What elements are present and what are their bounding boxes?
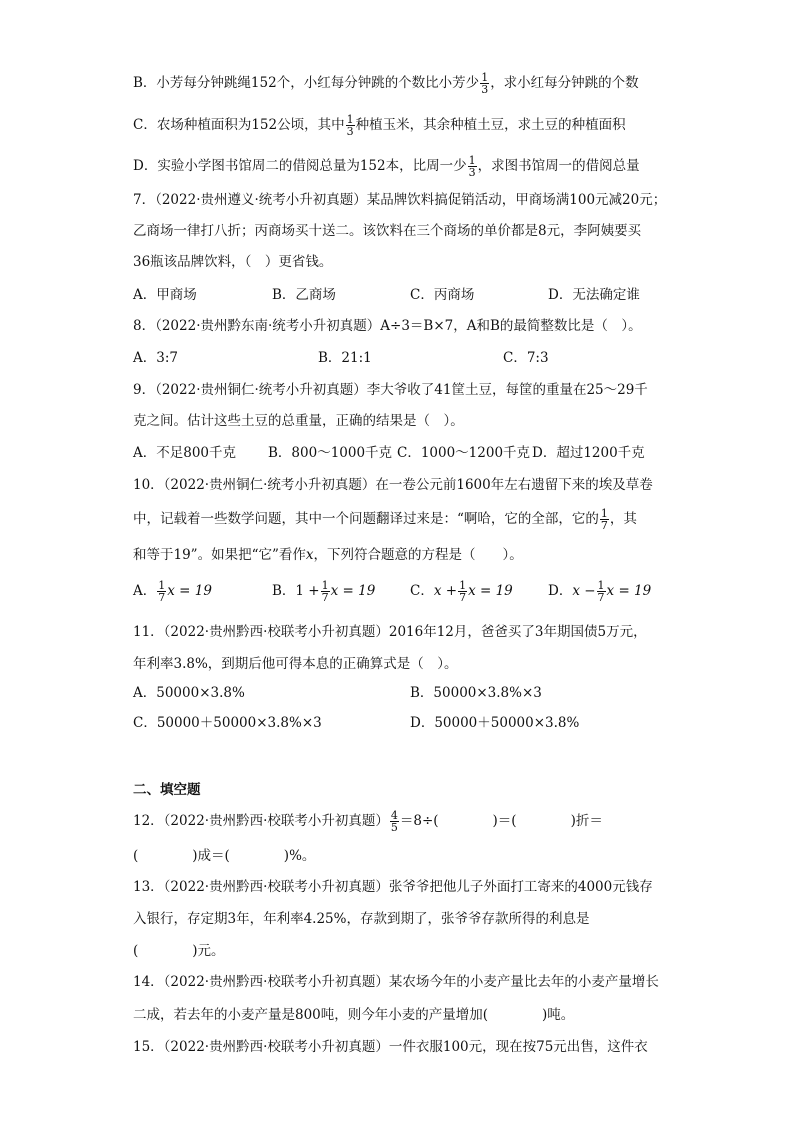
q8-option-c[interactable]: C．7:3 bbox=[503, 350, 549, 366]
fraction: $\frac{1}{3}$ bbox=[346, 113, 354, 138]
q11-option-d[interactable]: D．50000＋50000×3.8% bbox=[410, 715, 580, 731]
q7-option-c[interactable]: C．丙商场 bbox=[410, 287, 475, 303]
q7-option-b[interactable]: B．乙商场 bbox=[272, 287, 336, 303]
q11-line-2: 年利率3.8%，到期后他可得本息的正确算式是（ ）。 bbox=[133, 656, 458, 672]
q8-option-b[interactable]: B．21:1 bbox=[318, 350, 372, 366]
q10-line-2: 中，记载着一些数学问题，其中一个问题翻译过来是：“啊哈，它的全部，它的 $\frac{1}{7}$ ，其 bbox=[133, 507, 637, 532]
fraction: $\frac{1}{7}$ bbox=[597, 579, 605, 604]
q12-line-1: 12．（2022·贵州黔西·校联考小升初真题） $\frac{4}{5}$ ＝8÷( )＝( )折＝ bbox=[133, 809, 603, 834]
fraction: $\frac{1}{3}$ bbox=[468, 154, 476, 179]
q7-option-a[interactable]: A．甲商场 bbox=[133, 287, 197, 303]
q6-option-b[interactable]: B．小芳每分钟跳绳152个，小红每分钟跳的个数比小芳少 $\frac{1}{3}$ ，求小红每分钟跳的个数 bbox=[133, 71, 639, 96]
q10-option-d[interactable]: D．x − $\frac{1}{7}$ x = 19 bbox=[548, 579, 652, 604]
q9-option-d[interactable]: D．超过1200千克 bbox=[532, 445, 645, 461]
q12-line-2: ( )成＝( )%。 bbox=[133, 848, 316, 864]
fraction: $\frac{4}{5}$ bbox=[390, 809, 398, 834]
fraction: $\frac{1}{7}$ bbox=[158, 579, 166, 604]
q11-line-1: 11．（2022·贵州黔西·校联考小升初真题）2016年12月，爸爸买了3年期国债5万元， bbox=[133, 624, 647, 640]
q8-line-1: 8．（2022·贵州黔东南·统考小升初真题）A÷3＝B×7，A和B的最简整数比是（ ）。 bbox=[133, 318, 642, 334]
q13-line-3: ( )元。 bbox=[133, 943, 225, 959]
q15-line-1: 15．（2022·贵州黔西·校联考小升初真题）一件衣服100元，现在按75元出售，这件衣 bbox=[133, 1039, 648, 1055]
q9-option-c[interactable]: C．1000～1200千克 bbox=[397, 445, 531, 461]
q7-line-3: 36瓶该品牌饮料，（ ）更省钱。 bbox=[133, 254, 333, 270]
q13-line-1: 13．（2022·贵州黔西·校联考小升初真题）张爷爷把他儿子外面打工寄来的4000元钱存 bbox=[133, 879, 653, 895]
fraction: $\frac{1}{7}$ bbox=[321, 579, 329, 604]
q10-option-b[interactable]: B．1 + $\frac{1}{7}$ x = 19 bbox=[272, 579, 376, 604]
q6-option-d[interactable]: D．实验小学图书馆周二的借阅总量为152本，比周一少 $\frac{1}{3}$ ，求图书馆周一的借阅总量 bbox=[133, 154, 640, 179]
q11-option-c[interactable]: C．50000＋50000×3.8%×3 bbox=[133, 715, 322, 731]
q7-line-2: 乙商场一律打八折；丙商场买十送二。该饮料在三个商场的单价都是8元，李阿姨要买 bbox=[133, 223, 642, 239]
q13-line-2: 入银行，存定期3年，年利率4.25%，存款到期了，张爷爷存款所得的利息是 bbox=[133, 911, 590, 927]
q14-line-1: 14．（2022·贵州黔西·校联考小升初真题）某农场今年的小麦产量比去年的小麦产量增长 bbox=[133, 974, 659, 990]
q11-option-a[interactable]: A．50000×3.8% bbox=[133, 685, 245, 701]
q11-option-b[interactable]: B．50000×3.8%×3 bbox=[410, 685, 542, 701]
q10-option-a[interactable]: A． $\frac{1}{7}$ x = 19 bbox=[133, 579, 212, 604]
q10-line-1: 10．（2022·贵州铜仁·统考小升初真题）在一卷公元前1600年左右遗留下来的埃及草卷 bbox=[133, 477, 653, 493]
fraction: $\frac{1}{3}$ bbox=[481, 71, 489, 96]
q6-option-c[interactable]: C．农场种植面积为152公顷，其中 $\frac{1}{3}$ 种植玉米，其余种植土豆，求土豆的种植面积 bbox=[133, 113, 626, 138]
q7-option-d[interactable]: D．无法确定谁 bbox=[548, 287, 640, 303]
q8-option-a[interactable]: A．3:7 bbox=[133, 350, 178, 366]
q10-line-3: 和等于19”。如果把“它”看作x，下列符合题意的方程是（ ）。 bbox=[133, 547, 523, 563]
fraction: $\frac{1}{7}$ bbox=[459, 579, 467, 604]
q9-option-b[interactable]: B．800～1000千克 bbox=[268, 445, 393, 461]
q9-option-a[interactable]: A．不足800千克 bbox=[133, 445, 237, 461]
q7-line-1: 7．（2022·贵州遵义·统考小升初真题）某品牌饮料搞促销活动，甲商场满100元减20元； bbox=[133, 192, 667, 208]
fraction: $\frac{1}{7}$ bbox=[600, 507, 608, 532]
q14-line-2: 二成，若去年的小麦产量是800吨，则今年小麦的产量增加( )吨。 bbox=[133, 1007, 575, 1023]
q9-line-2: 克之间。估计这些土豆的总重量，正确的结果是（ ）。 bbox=[133, 413, 464, 429]
q9-line-1: 9．（2022·贵州铜仁·统考小升初真题）李大爷收了41筐土豆，每筐的重量在25～29千 bbox=[133, 382, 648, 398]
section-heading: 二、填空题 bbox=[133, 782, 201, 798]
q10-option-c[interactable]: C．x + $\frac{1}{7}$ x = 19 bbox=[410, 579, 513, 604]
